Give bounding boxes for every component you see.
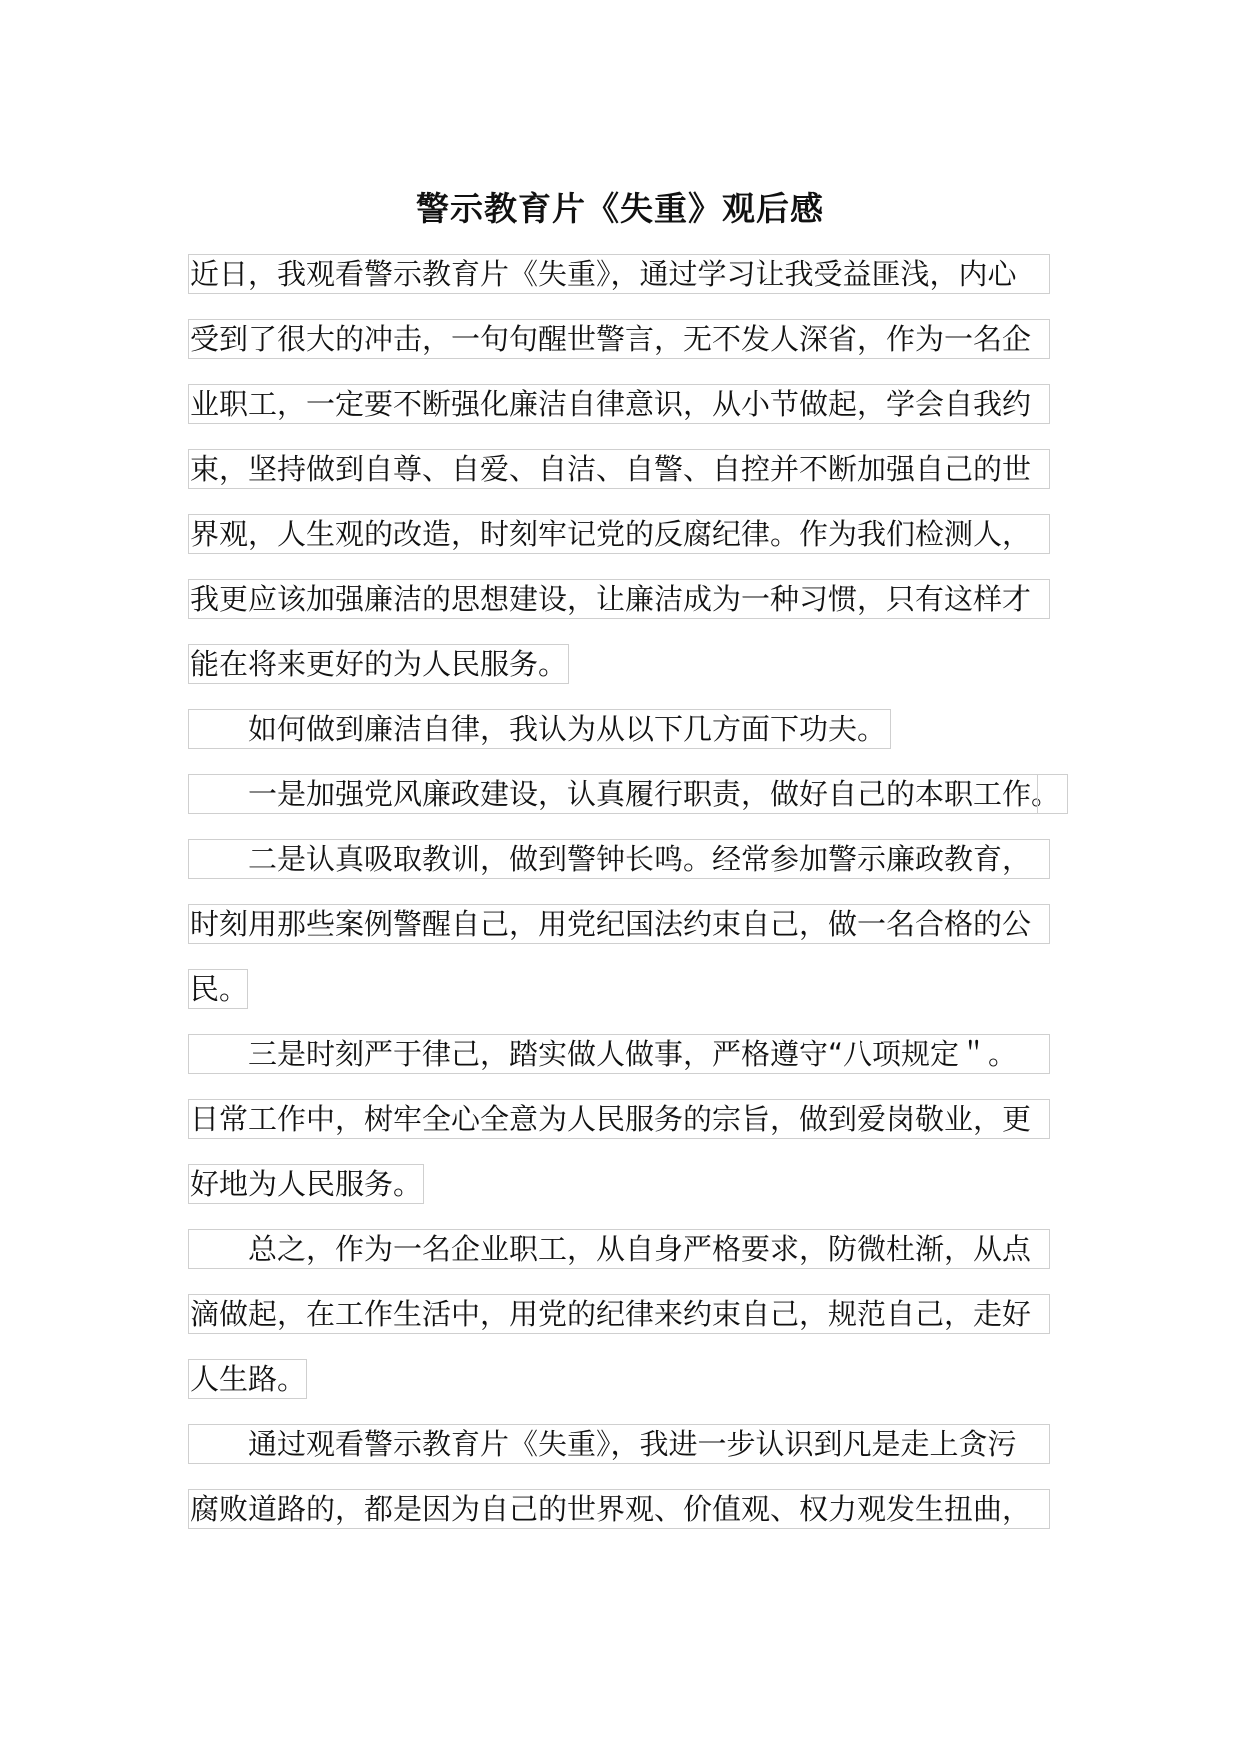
text-line: 好地为人民服务。 xyxy=(188,1164,424,1204)
paragraph-line: 三是时刻严于律己，踏实做人做事，严格遵守“八项规定＂。 xyxy=(188,1034,1050,1074)
document-title: 警示教育片《失重》观后感 xyxy=(416,189,824,228)
text-line: 束，坚持做到自尊、自爱、自洁、自警、自控并不断加强自己的世 xyxy=(188,449,1050,489)
paragraph-line: 二是认真吸取教训，做到警钟长鸣。经常参加警示廉政教育， xyxy=(188,839,1050,879)
text-line: 人生路。 xyxy=(188,1359,307,1399)
text-line: 能在将来更好的为人民服务。 xyxy=(188,644,569,684)
text-line: 时刻用那些案例警醒自己，用党纪国法约束自己，做一名合格的公 xyxy=(188,904,1050,944)
text-line: 近日，我观看警示教育片《失重》，通过学习让我受益匪浅，内心 xyxy=(188,254,1050,294)
paragraph-line: 如何做到廉洁自律，我认为从以下几方面下功夫。 xyxy=(188,709,891,749)
line-end-box xyxy=(1037,774,1068,814)
text-line: 业职工，一定要不断强化廉洁自律意识，从小节做起，学会自我约 xyxy=(188,384,1050,424)
paragraph-line: 总之，作为一名企业职工，从自身严格要求，防微杜渐，从点 xyxy=(188,1229,1050,1269)
text-line: 腐败道路的，都是因为自己的世界观、价值观、权力观发生扭曲， xyxy=(188,1489,1050,1529)
text-line: 民。 xyxy=(188,969,248,1009)
text-line: 界观，人生观的改造，时刻牢记党的反腐纪律。作为我们检测人， xyxy=(188,514,1050,554)
text-line: 我更应该加强廉洁的思想建设，让廉洁成为一种习惯，只有这样才 xyxy=(188,579,1050,619)
paragraph-line: 通过观看警示教育片《失重》，我进一步认识到凡是走上贪污 xyxy=(188,1424,1050,1464)
text-line: 日常工作中，树牢全心全意为人民服务的宗旨，做到爱岗敬业，更 xyxy=(188,1099,1050,1139)
text-line: 滴做起，在工作生活中，用党的纪律来约束自己，规范自己，走好 xyxy=(188,1294,1050,1334)
paragraph-line: 一是加强党风廉政建设，认真履行职责，做好自己的本职工作。 xyxy=(188,774,1038,814)
text-line: 受到了很大的冲击，一句句醒世警言，无不发人深省，作为一名企 xyxy=(188,319,1050,359)
